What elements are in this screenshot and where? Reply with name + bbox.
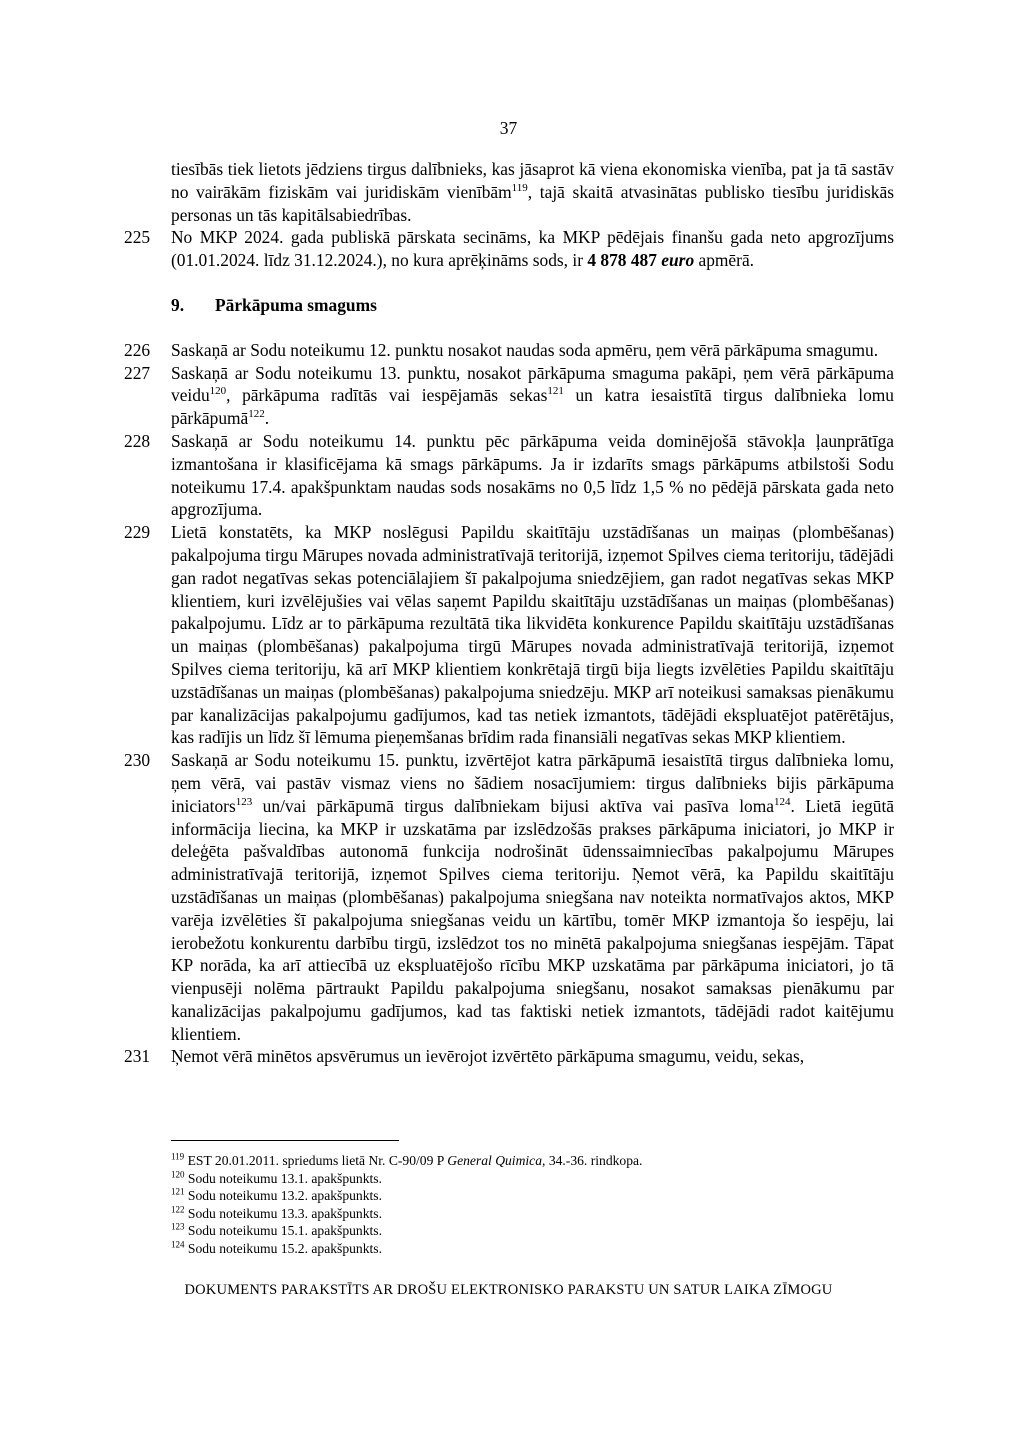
currency-label: euro xyxy=(661,250,695,271)
paragraph-number: 228 xyxy=(124,430,151,451)
section-heading xyxy=(124,294,894,317)
footnote-number: 121 xyxy=(171,1186,185,1197)
footnote-ref[interactable]: 119 xyxy=(511,182,528,194)
paragraph-number: 227 xyxy=(124,362,151,383)
footnote-text: Sodu noteikumu 13.1. apakšpunkts. xyxy=(187,1170,382,1186)
paragraph-text: tiesībās tiek lietots jēdziens tirgus dalībnieks, kas jāsaprot kā viena ekonomiska vienība, pat ja tā sastāv no vairākām fiziskām vai juridiskām vienībām xyxy=(171,159,894,202)
footnote-number: 122 xyxy=(171,1203,185,1214)
footnote-text: EST 20.01.2011. spriedums lietā Nr. C-90/09 P xyxy=(187,1153,448,1168)
paragraph-text: Saskaņā ar Sodu noteikumu 14. punktu pēc pārkāpuma veida dominējošā stāvokļa ļaunprātīga izmantošana ir klasificējama kā smags pārkāpums. Ja ir izdarīts smags pārkāpums atbilstoši Sodu noteikumu 17.4. apakšpunktam naudas sods nosakāms no 0,5 līdz 1,5 % no pēdējā pārskata gada neto apgrozījuma. xyxy=(171,430,894,520)
paragraph-231 xyxy=(124,1045,894,1068)
paragraph-228 xyxy=(124,430,894,521)
footnote-123 xyxy=(171,1222,891,1240)
footnote-121 xyxy=(171,1187,891,1205)
paragraph-229 xyxy=(124,521,894,749)
footnote-number: 119 xyxy=(171,1151,185,1162)
paragraph-text: , tajā skaitā atvasinātas publisko tiesību juridiskās personas un tās kapitālsabiedrības. xyxy=(171,181,894,225)
paragraph-text: apmērā. xyxy=(694,250,755,271)
footnote-ref[interactable]: 121 xyxy=(547,385,564,398)
paragraph-text: Lietā konstatēts, ka MKP noslēgusi Papildu skaitītāju uzstādīšanas un maiņas (plombēšanas) pakalpojuma tirgu Mārupes novada administratīvajā teritorijā, izņemot Spilves ciema teritoriju, tādējādi gan radot negatīvas sekas potenciālajiem šī pakalpojuma sniedzējiem, gan radot negatīvas sekas MKP klientiem, kuri izvēlējušies vai vēlas saņemt Papildu skaitītāju uzstādīšanas un maiņas (plombēšanas) pakalpojumu. Līdz ar to pārkāpuma rezultātā tika likvidēta konkurence Papildu skaitītāju uzstādīšanas un maiņas (plombēšanas) pakalpojuma tirgū Mārupes novada administratīvajā teritorijā, izņemot Spilves ciema teritoriju, kā arī MKP klientiem konkrētajā tirgū bija liegts izvēlēties Papildu skaitītāju uzstādīšanas un maiņas (plombēšanas) pakalpojuma sniedzēju. MKP arī noteikusi samaksas pienākumu par kanalizācijas pakalpojumu gadījumos, kad tas netiek izmantots, tādējādi ekspluatējot patērētājus, kas radījis un līdz šī lēmuma pieņemšanas brīdim rada finansiāli negatīvas sekas MKP klientiem. xyxy=(171,522,894,748)
footnote-ref[interactable]: 122 xyxy=(248,408,265,421)
footnote-text: Sodu noteikumu 15.2. apakšpunkts. xyxy=(187,1240,382,1256)
footnote-ref[interactable]: 124 xyxy=(774,795,791,808)
paragraph-text: . Lietā iegūtā informācija liecina, ka MKP ir uzskatāma par izslēdzošās prakses pārkāpuma iniciatori, jo MKP ir deleģēta pašvaldības autonomā funkcija nodrošināt ūdenssaimniecības pakalpojumu Mārupes administratīvajā teritorijā, izņemot Spilves ciema teritoriju. Ņemot vērā, ka Papildu skaitītāju uzstādīšanas un maiņas (plombēšanas) pakalpojuma sniegšana nav noteikta normatīvajos aktos, MKP varēja izvēlēties šī pakalpojuma sniegšanas veidu un kārtību, tomēr MKP izmantoja šo iespēju, lai ierobežotu konkurentu darbību tirgū, izslēdzot tos no minētā pakalpojuma sniegšanas iespējām. Tāpat KP norāda, ka arī attiecībā uz ekspluatējošo rīcību MKP uzskatāma par pārkāpuma iniciatori, jo tā vienpusēji nolēma pārtraukt Papildu pakalpojuma sniegšanu, nosakot samaksas pienākumu par kanalizācijas pakalpojumu gadījumos, kad tas faktiski netiek izmantots, tādējādi radot kaitējumu klientiem. xyxy=(171,795,894,1044)
paragraph-230 xyxy=(124,749,894,1045)
case-name: General Quimica xyxy=(447,1153,543,1168)
footnote-122 xyxy=(171,1205,891,1223)
section-number: 9. xyxy=(171,294,185,315)
paragraph-text: Saskaņā ar Sodu noteikumu 15. punktu, izvērtējot katra pārkāpumā iesaistītā tirgus dalībnieka lomu, ņem vērā, vai pastāv vismaz viens no šādiem nosacījumiem: tirgus dalībnieks bijis pārkāpuma iniciators xyxy=(171,750,894,816)
footnote-divider xyxy=(171,1140,399,1141)
footnotes xyxy=(171,1152,891,1257)
paragraph-number: 231 xyxy=(124,1046,151,1067)
footnote-number: 123 xyxy=(171,1221,185,1232)
paragraph-225 xyxy=(124,226,894,272)
continuation-paragraph xyxy=(124,158,894,226)
paragraph-text: Saskaņā ar Sodu noteikumu 13. punktu, nosakot pārkāpuma smaguma pakāpi, ņem vērā pārkāpuma veidu xyxy=(171,362,894,406)
footnote-119 xyxy=(171,1152,891,1170)
paragraph-text: , pārkāpuma radītās vai iespējamās sekas xyxy=(226,385,548,406)
footnote-ref[interactable]: 123 xyxy=(235,795,253,808)
page-number: 37 xyxy=(499,118,518,138)
footnote-number: 120 xyxy=(171,1168,185,1179)
footnote-text: Sodu noteikumu 15.1. apakšpunkts. xyxy=(187,1223,382,1238)
document-body xyxy=(124,158,894,1068)
paragraph-text: un/vai pārkāpumā tirgus dalībniekam bijusi aktīva vai pasīva loma xyxy=(252,795,774,816)
section-title: Pārkāpuma smagums xyxy=(215,294,377,315)
footnote-text: , 34.-36. rindkopa. xyxy=(542,1153,643,1168)
paragraph-226 xyxy=(124,339,894,362)
signature-footer: DOKUMENTS PARAKSTĪTS AR DROŠU ELEKTRONISKO PARAKSTU UN SATUR LAIKA ZĪMOGU xyxy=(184,1282,833,1298)
paragraph-number: 225 xyxy=(124,227,151,248)
footnote-text: Sodu noteikumu 13.3. apakšpunkts. xyxy=(187,1205,382,1221)
paragraph-text: Ņemot vērā minētos apsvērumus un ievērojot izvērtēto pārkāpuma smagumu, veidu, sekas, xyxy=(171,1046,805,1067)
footnote-number: 124 xyxy=(171,1238,185,1249)
paragraph-number: 230 xyxy=(124,750,151,771)
paragraph-text: . xyxy=(264,408,270,429)
footnote-124 xyxy=(171,1240,891,1258)
paragraph-number: 229 xyxy=(124,522,151,543)
turnover-amount: 4 878 487 xyxy=(587,250,657,271)
paragraph-text: No MKP 2024. gada publiskā pārskata secināms, ka MKP pēdējais finanšu gada neto apgrozījums (01.01.2024. līdz 31.12.2024.), no kura aprēķināms sods, ir xyxy=(171,227,894,271)
paragraph-text: un katra iesaistītā tirgus dalībnieka lomu pārkāpumā xyxy=(171,385,894,429)
paragraph-number: 226 xyxy=(124,339,151,360)
paragraph-text: Saskaņā ar Sodu noteikumu 12. punktu nosakot naudas soda apmēru, ņem vērā pārkāpuma smagumu. xyxy=(171,339,879,360)
paragraph-227 xyxy=(124,362,894,430)
footnote-text: Sodu noteikumu 13.2. apakšpunkts. xyxy=(187,1188,382,1203)
footnote-ref[interactable]: 120 xyxy=(209,385,227,398)
footnote-120 xyxy=(171,1170,891,1188)
